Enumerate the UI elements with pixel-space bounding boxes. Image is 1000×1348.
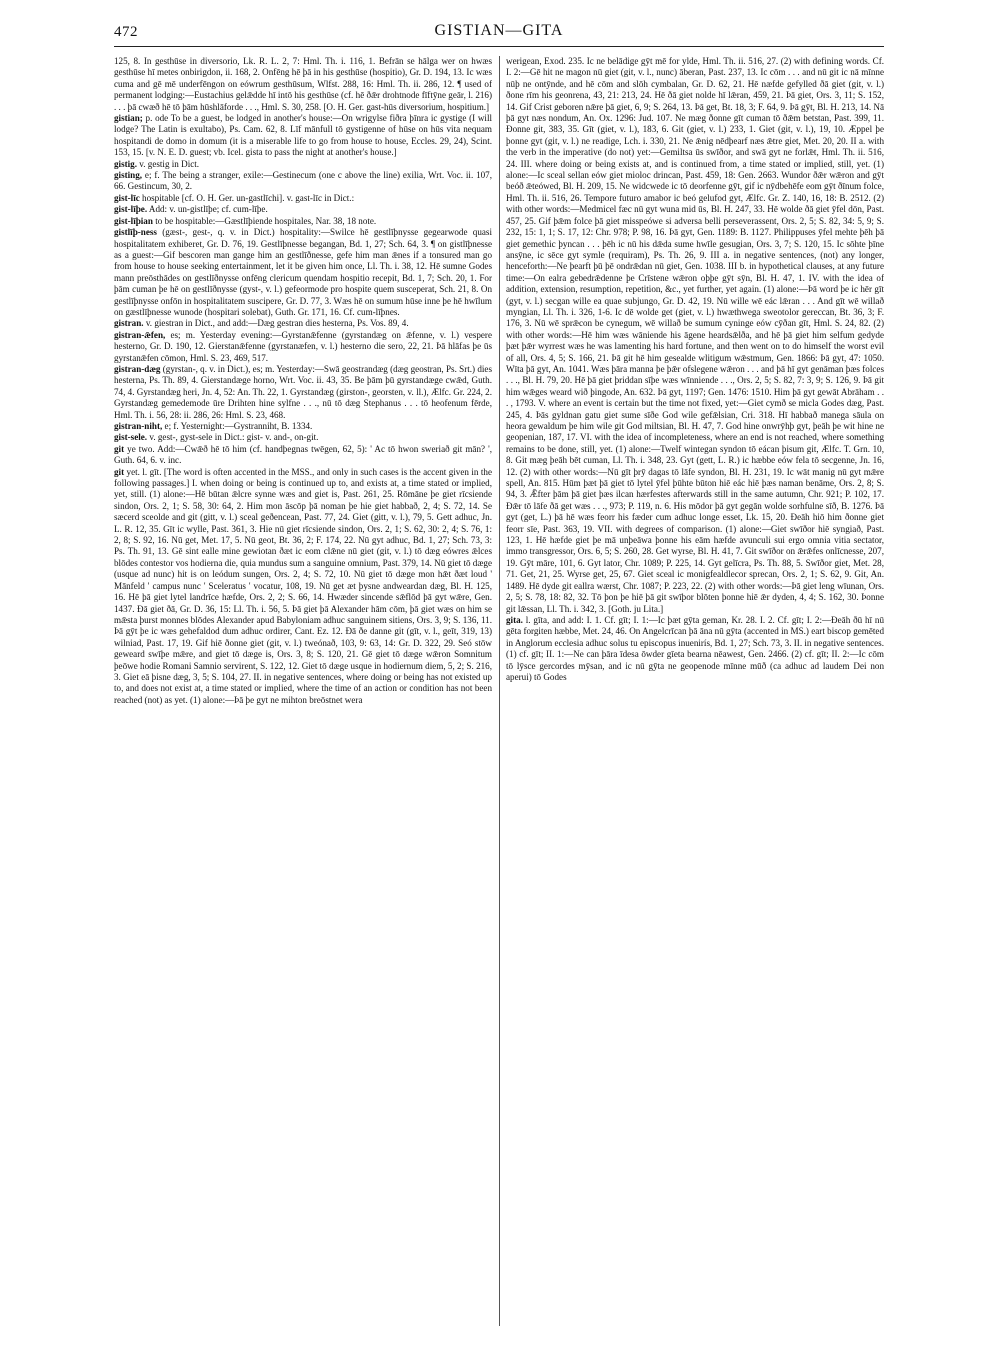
dictionary-entry <box>114 113 492 159</box>
entry-headword: gistran-niht, <box>114 421 163 431</box>
dictionary-entry <box>114 216 492 227</box>
dictionary-entry <box>114 170 492 193</box>
dictionary-entry <box>114 204 492 215</box>
entry-text: 125, 8. In gesthūse in diversorio, Lk. R. L. 2, 7: Hml. Th. i. 116, 1. Befrān se hālga wer on hwæs gesthūse hī metes onbirigdon, ii. 168, 2. Onfēng hē þā in his gesthūse (hospitio), Gr. D. 194, 13. Ic wæs cuma and gē mē underfēngon on eówrum gesthūsum, Wlfst. 288, 16: Hml. Th. ii. 286, 12. ¶ used of permanent lodging:—Eustachius gelǣdde hī intō his gesthūse (cf. hē ðǣr drohtnode fīftȳne geār, l. 216) . . . þā cwæð hē tō þām hūshlāforde . . ., Hml. S. 30, 258. [O. H. Ger. gast-hūs diversorium, hospitium.] <box>114 56 492 112</box>
dictionary-entry <box>506 615 884 683</box>
entry-text: Add: v. un-gistlīþe; cf. cum-līþe. <box>148 204 268 215</box>
entry-text: yet. l. gīt. [The word is often accented in the MSS., and only in such cases is the accent given in the following passages.] I. when doing or being is continued up to, and exists at, a time stated or implied, yet, still. (1) alone:—Hē būtan ǣlcre synne wæs and giet is, Past. 261, 25. Rōmāne þe giet rīcsiende sindon, Ors. 2, 1; S. 58, 30: 64, 2. Him mon āscōp þā noman þe hie giet habbað, 2, 4; S. 72, 14. Se sæcerd sceolde and git (gitt, v. l.) sceal geðencean, Past. 77, 24. Giet (gitt, v. l.), 79, 5. Gett adhuc, Jn. L. R. 12, 35. Gīt ic wylle, Past. 361, 3. Hie nū giet rīcsiende sindon, Ors. 2, 1; S. 62, 30: 2, 4; S. 76, 1: 2, 8; S. 92, 16. Nū get, Met. 17, 5. Nū geot, Bt. 36, 2; F. 174, 22. Nū gyt adhuc, Bd. 1, 27; Sch. 73, 3: Ps. Th. 91, 13. Gē sint ealle mine gewiotan ðæt ic eom clǣne nū giet (git, v. l.) tō dæg eówres ǣlces blōdes contestor vos hodierna die, quia mundus sum a sanguine omnium, Past. 379, 14. Nū giet tō dæge (usque ad nunc) hit is on leódum sungen, Ors. 2, 4; S. 72, 10. Nū giet tō dæge mon hǣt ðæt loud ' Mānfeld ' campus nunc ' Sceleratus ' vocatur, 108, 19. Nū get æt þysne andweardan dæg, Bl. H. 125, 16. Hē þā giet lytel landrīce hæfde, Ors. 2, 2; S. 66, 14. Hwæder sincende sǣflōd þā gyt wǣre, Gen. 1437. Ðā giet ðā, Gr. D. 36, 15: Ll. Th. i. 56, 5. Þā giet þā Alexander hām cōm, þā giet wæs on him se mǣsta þurst monnes blōdes Alexander apud Babyloniam adhuc sanguinem sitiens, Ors. 3, 9; S. 136, 11. Þā gȳt þe ic wæs gehefaldod dum adhuc ordirer, Cant. Ez. 12. Ðā ðe danne git (gīt, v. l., geīt, 319, 13) wilniad, Past. 17, 19. Gif hiē ðonne giet (git, v. l.) tweónað, 103, 9: 63, 14: Gr. D. 322, 29. Seó stōw geweard swīþe mǣre, and giet tō dæge is, Ors. 3, 8; S. 120, 21. Gē giet tō dæge wǣron Somnitum þeōwe hodie Romani Samnio servirent, S. 122, 12. Giet tō dæge usque in hodiernum diem, 5, 2; S. 216, 3. Giet eā þisne dæg, 3, 5; S. 104, 27. II. in negative sentences, where doing or being has not existed up to, and does not exist at, a time stated or implied, where the time of an action or condition has not been reached (not) as yet. (1) alone:—Þā þe gyt ne mihton breōstnet wera <box>114 466 492 705</box>
dictionary-entry <box>114 193 492 204</box>
entry-text: ye two. Add:—Cwǣð hē tō him (cf. handþegnas twēgen, 62, 5): ' Ac tō hwon sweriað git mān? ', Guth. 64, 6. v. inc. <box>114 443 492 466</box>
entry-text: (gæst-, gest-, q. v. in Dict.) hospitality:—Swilce hē gestlīþnysse gegearwode quasi hospitalitatem exhiberet, Gr. D. 76, 19. Gestlīþnesse begangan, Bd. 1, 27; Sch. 64, 3. ¶ on gistlīþnesse as a guest:—Gif bescoren man gange him an gestlīðnesse, gefe him man ǣnes if a tonsured man go from house to house seeking entertainment, let it be given him once, Ll. Th. i. 38, 12. Hē sumne Godes mann preōsthādes on gestlīðnysse onfēng clericum quendam hospitio recepit, Bd. 1, 7; Sch. 20, 1. For þām cuman þe hē on gestlīðnysse (gyst-, v. l.) gefeormode pro hospite quem susceperat, Sch. 21, 8. On gestlīþnysse onfōn in hospitalitatem suscipere, Gr. D. 77, 3. Wæs hē on sumum hūse inne þe hē hwīlum on gæstlīþnesse wunode (hospitari solebat), Guth. Gr. 171, 16. Cf. cum-līþnes. <box>114 227 492 317</box>
entry-text: hospitable [cf. O. H. Ger. un-gastlīchi]. v. gast-līc in Dict.: <box>142 192 355 203</box>
dictionary-entry <box>114 227 492 318</box>
entry-headword: gistig. <box>114 158 137 169</box>
entry-headword: gist-līþe. <box>114 204 148 215</box>
dictionary-entry <box>114 159 492 170</box>
dictionary-page <box>114 22 884 1332</box>
entry-text: e; f. Yesternight:—Gystranniht, B. 1334. <box>164 421 313 431</box>
entry-headword: gistlīþ-ness <box>114 227 157 238</box>
entry-text: v. giestran in Dict., and add:—Dæg gestran dies hesterna, Ps. Vos. 89, 4. <box>145 318 409 329</box>
entry-headword: gistran-dæg <box>114 363 161 374</box>
entry-headword: gist-līc <box>114 192 140 203</box>
running-head <box>114 22 884 48</box>
entry-text: werigean, Exod. 235. Ic ne belādige gȳt mē for ylde, Hml. Th. ii. 516, 27. (2) with defining words. Cf. I. 2:—Gē hit ne magon nū giet (git, v. l., nunc) āberan, Past. 237, 13. Ic cōm . . . and nū git ic nā mīnne nūþ ne ontȳnde, and hē cōm and slōh cymbalan, Gr. D. 62, 21. Hē næfde gefylled ðā giet (git, v. l.) ðone rīm his geonrena, 43, 21: 213, 24. Hē ðā giet nolde hī lǣran, 459, 21. Þā giet, Ors. 3, 11; S. 152, 14. Gif Crist geboren nǣre þā giet, 6, 9; S. 264, 13. Þā get, Bt. 18, 3; F. 64, 9. Þā gȳt, Bl. H. 213, 14. Nā þā gyt næs nondum, An. Ox. 1296: Jud. 107. Ne mæg ðonne gīt cuman tō ðǣm betstan, Past. 399, 11. Ðonne git, 383, 35. Gīt (giet, v. l.), 183, 6. Git (giet, v. l.) 233, 1. Giet (git, v. l.), 19, 10. Æppel þe þonne gyt (git, v. l.) ne readige, Lch. i. 330, 21. Ne ǣnig nēdþearf næs ǣtre giet, Met. 20, 20. II a. with the verb in the imperative (do not) yet:—Gemiltsa ūs swīðor, and swā gyt ne forlǣt, Hml. Th. ii. 516, 24. III. where doing or being exists at, and is continued from, a time stated or implied, still, yet. (1) alone:—Ic sceal sellan eów giet mioloc drincan, Past. 459, 18: Gen. 2663. Wundor ðǣr wǣron and gȳt beóð ǣteówed, Bl. H. 209, 15. Ne widcwede ic tō deorfenne gȳt, gif ic nȳdbehēfe eom gȳt ðīnum folce, Hml. Th. ii. 516, 26. Tempore futuro amabor ic beó gelufod gyt, Ælfc. Gr. Z. 140, 16, 18: B. 2512. (2) with other words:—Medmicel fæc nū gyt wuna mid ūs, Bl. H. 247, 33. Hē wolde ðā giet ȳfel dōn, Past. 457, 25. Gif þǣm folce þā giet misspeówe si adversa belli perseverassent, Ors. 2, 5; S. 82, 34: 5, 9; S. 232, 15: 1, 1; S. 17, 12: Chr. 978; P. 98, 16. Þā gyt, Gen. 1189: B. 1127. Philippuses ȳfel mehte þēh þā giet gemethic þyncan . . . þēh ic nū his dǣda sume hwīle gesugian, Ors. 3, 7; S. 120, 15. Ic sōhte þīne ansȳne, ic sēce gyt symle (requiram), Ps. Th. 26, 9. III a. in negative sentences, (not) any longer, henceforth:—Ne þearft þū þē ondrǣdan nū giet, Gen. 1038. III b. in hypothetical clauses, at any future time:—On ealra gebedrǣdenne þe Crīstene wǣron oþþe gȳt sȳn, Bl. H. 47, 1. IV. with the idea of addition, extension, resumption, repetition, &c., yet further, yet again. (1) alone:—Þā word þe ic hēr gīt (gyt, v. l.) secgan wille ea quae subjungo, Gr. D. 42, 19. Nū wille wē eác lǣran . . . And gīt wē willað myngian, Ll. Th. i. 326, 1-6. Ic dē wolde get (giet, v. l.) hwæthwega sweotolor gereccan, Bt. 36, 3; F. 176, 3. Nū wē sprǣcon be cynegum, wē willað be sumum cyninge eów cȳðan gīt, Hml. S. 24, 82. (2) with other words:—Hē him wæs wāniende his āgene heardsǣlða, and hē þā giet him selfum gedyde þæt þǣr wyrrest wæs he was lamenting his hard fortune, and then went on to do himself the worst evil of all, Ors. 4, 5; S. 166, 21. Þā git hē him gesealde wlitigum wǣstmum, Gen. 1866: Þā gyt, 47: 1050. Wīta þā gyt, An. 1041. Wæs þāra manna þe þǣr ofslegene wǣron . . . and þā hī gyt genāman þæs folces . . ., Bl. H. 79, 20. Hē þā giet þriddan sīþe wæs wīnniende . . ., Ors. 2, 5; S. 82, 7: 3, 9; S. 126, 9. Þā git him wǣges weard wið þingode, An. 632. Þā gyt, 1197; Gen. 1476: 1510. Him þā gyt gewāt Abrāham . . . , 1793. V. where an event is certain but the time not fixed, yet:—Giet cymð se micla Godes dæg, Past. 245, 4. Þās gyldnan gatu giet sume sīðe God wile gefǣlsian, Cri. 318. Hī habbað manega sāula on heora gewaldum þe him wile git God miltsian, Bl. H. 47, 7. God hine onwrȳhþ gyt, þeāh þe wit hine ne geopenian, 187, 17. VI. with the idea of incompleteness, where an end is not reached, where something remains to be done, still, yet. (1) alone:—Twelf wintegan syndon tō eácan þisum git, Ælfc. T. Grn. 10, 8. Git mæg þeāh bēt cuman, Ll. Th. i. 348, 23. Gyt (gett, L. R.) ic hæbbe eów fela tō secgenne, Jn. 16, 12. (2) with other words:—Nū gīt þrȳ dagas tō lāfe syndon, Bl. H. 231, 19. Ic wāt manig nū gyt mǣre spell, An. 815. Hūm þæt þā giet tō lytel ȳfel þūhte būton hiē eác hiē þæs naman benāme, Ors. 2, 8; S. 94, 3. Ǣfter þām þā giet þæs ilcan hærfestes afterwards still in the same autumn, Chr. 921; P. 102, 17. Ðǣr tō lāfe ðā get wæs . . ., 973; P. 119, n. 6. His mōdor þā gyt gegān wolde sorhfulne sīð, B. 1276. Þā gyt (get, L.) þā hē wæs feorr his fæder cum adhuc longe esset, Lk. 15, 20. Ðeāh hiō him ðonne giet feorr sīe, Past. 363, 19. VII. with degrees of comparison. (1) alone:—Giet swīðor hiē syngiað, Past. 123, 1. Hē hæfde giet þe mā unþeāwa þonne his eām hæfde avunculi sui ergo omnia vitia sectator, immo transgressor, Ors. 6, 5; S. 260, 28. Get wyrse, Bl. H. 41, 7. Git swīðor on ǣrǣfes onlīcnesse, 207, 19. Gȳt māre, 101, 6. Gyt lator, Chr. 1089; P. 225, 14. Gyt gelīcra, Ps. Th. 88, 5. Swīðor giet, Met. 28, 71. Get, 21, 25. Wyrse get, 25, 67. Giet sceal ic monigfealdlecor sprecan, Ors. 2, 1; S. 62, 9. Git, An. 1489. Hē dyde git eallra wærst, Chr. 1087; P. 223, 22. (2) with other words:—Þā giet leng wīunan, Ors. 2, 5; S. 78, 18: 82, 32. Tō þon þe hiē þā git swīþor blōten þonne hiē ǣr dyden, 4, 4; S. 162, 30. Þonne git lǣssan, Ll. Th. i. 342, 3. [Goth. ju Lita.] <box>506 56 884 614</box>
entry-text: e; f. The being a stranger, exile:—Gestinecum (one c above the line) exilia, Wrt. Voc. ii. 107, 66. Gestincum, 30, 2. <box>114 170 492 192</box>
dictionary-entry <box>114 330 492 364</box>
entry-text: v. gestig in Dict. <box>139 158 200 169</box>
dictionary-entry <box>114 56 492 113</box>
entry-text: to be hospitable:—Gæstlīþiende hospitales, Nar. 38, 18 note. <box>155 215 377 226</box>
entry-headword: gistian; <box>114 113 143 124</box>
page-number: 472 <box>114 24 138 40</box>
running-title: GISTIAN—GITA <box>434 22 564 39</box>
dictionary-entry <box>114 364 492 421</box>
entry-headword: gita. <box>506 614 523 625</box>
right-column <box>506 56 884 1326</box>
entry-headword: gisting, <box>114 170 143 181</box>
entry-text: v. gest-, gyst-sele in Dict.: gist- v. and-, on-git. <box>149 432 319 443</box>
entry-headword: gistran. <box>114 318 144 329</box>
entry-headword: gistran-ǣfen, <box>114 329 166 340</box>
dictionary-entry <box>114 318 492 329</box>
entry-text: es; m. Yesterday evening:—Gyrstanǣfenne (gyrstandæg on ǣfenne, v. l.) vespere hesterno, Gr. D. 190, 12. Gierstanǣfenne (gyrstanæfen, v. l.) hesterno die sero, 22, 21. Þā hlāfas þe ūs gyrstanǣfen cōmon, Hml. S. 23, 469, 517. <box>114 329 492 363</box>
left-column <box>114 56 492 1326</box>
entry-headword: gist-līþian <box>114 215 153 226</box>
entry-text: l. gīta, and add: I. 1. Cf. gīt; I. 1:—Ic þæt gȳta geman, Kr. 28. I. 2. Cf. gīt; I. 2:—Ðeāh ðū hī nū gēta forgiten hæbbe, Met. 24, 46. On Angelcrīcan þā āna nū gȳta (accented in MS.) eart biscop gemēted in Anglorum ecclesia adhuc solus tu episcopus inuenirís, Bd. 1, 27; Sch. 73, 3. II. in negative sentences. (1) cf. gīt; II. 1:—Ne can þāra īdesa ōwder gīeta bearna nēawest, Gen. 2466. (2) cf. gīt; II. 2:—Ic cōm tō lȳsce gercordes mȳsan, and ic nū gȳta ne geopenode mīnne mūð (ca adhuc ad laudem Dei non aperui) tō Godes <box>506 614 884 682</box>
dictionary-entry <box>114 421 492 432</box>
dictionary-entry <box>114 432 492 443</box>
entry-text: (gyrstan-, q. v. in Dict.), es; m. Yesterday:—Swā geostrandæg (dæg geostran, Ps. Srt.) dies hesterna, Ps. Th. 89, 4. Gierstandæge horno, Wrt. Voc. ii. 43, 35. Be þām þū gyrstandæge cwǣd, Guth. 74, 4. Gyrstandæg heri, Jn. 4, 52: An. Th. 22, 1. Gyrstandæg (girston-, georsten, v. ll.), Ælfc. Gr. 224, 2. Gyrstandæg gemedemode ūre Drihten hine sylfne . . ., nū tō dæg Stephanus . . . tō heofenum fērde, Hml. Th. i. 56, 28: ii. 286, 26: Hml. S. 23, 468. <box>114 363 492 420</box>
column-divider <box>499 56 500 1326</box>
dictionary-entry <box>114 444 492 467</box>
entry-headword: git <box>114 443 125 454</box>
entry-text: p. ode To be a guest, be lodged in another's house:—On wrigylse fiðra þīnra ic gystige (I will lodge? The Latin is exultabo), Ps. Cam. 62, 8. Līf mānfull tō gystigenne of hūse on hūs vita nequam hospitandi de domo in domum (it is a miserable life to go from house to house, Eccles. 29, 24), Scint. 153, 15. [v. N. E. D. guest; vb. Icel. gista to pass the night at another's house.] <box>114 113 492 158</box>
entry-headword: gist-sele. <box>114 432 148 443</box>
dictionary-entry <box>506 56 884 615</box>
entry-headword: git <box>114 466 125 477</box>
header-rule <box>114 46 884 47</box>
dictionary-entry <box>114 467 492 707</box>
